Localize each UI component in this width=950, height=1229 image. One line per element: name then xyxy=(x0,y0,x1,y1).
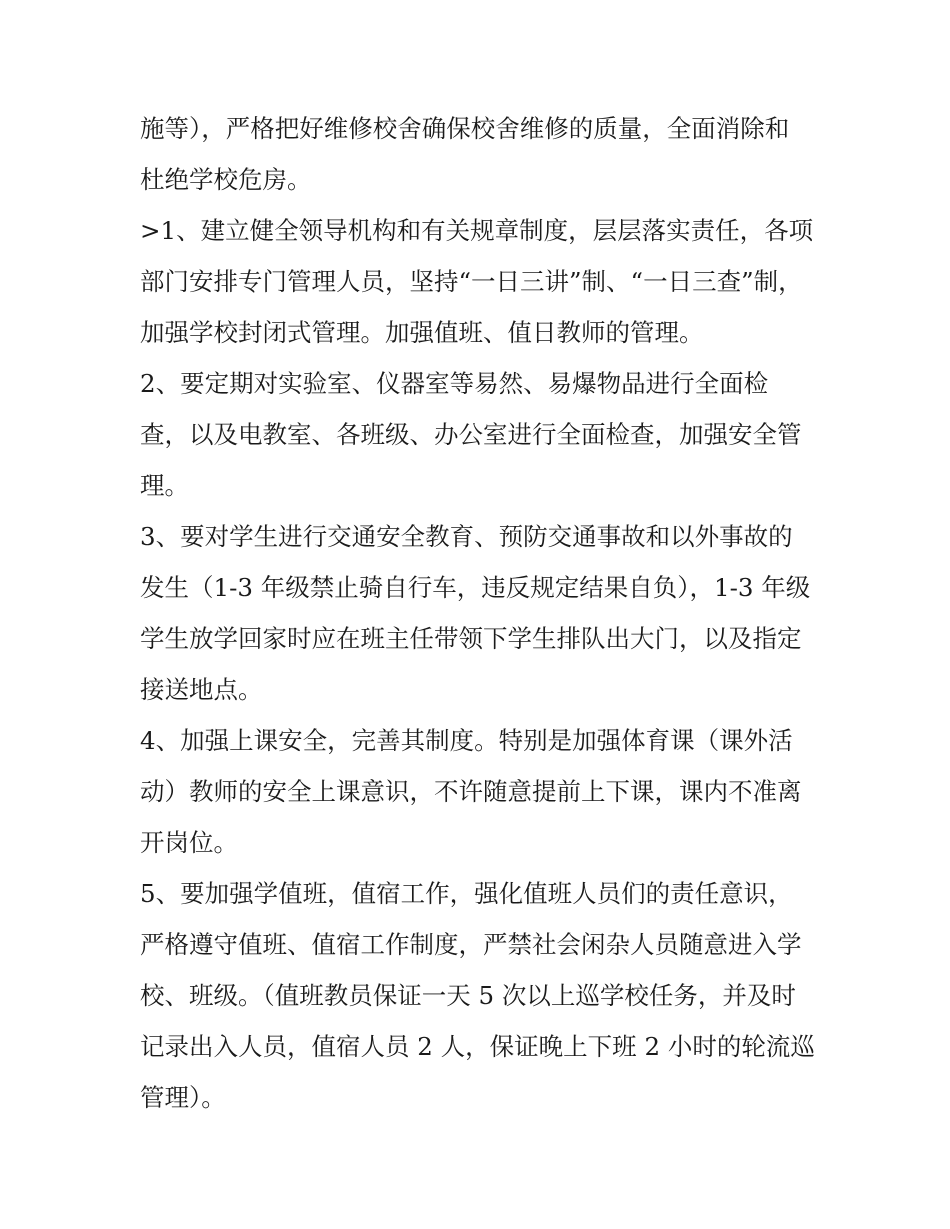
text-line: 杜绝学校危房。 xyxy=(140,165,312,194)
text-line: 发生（1-3 年级禁止骑自行车，违反规定结果自负），1-3 年级 xyxy=(140,573,811,602)
text-line: >1、建立健全领导机构和有关规章制度，层层落实责任，各项 xyxy=(140,216,814,245)
text-line: 加强学校封闭式管理。加强值班、值日教师的管理。 xyxy=(140,318,704,347)
text-line: 开岗位。 xyxy=(140,828,238,857)
text-line: 严格遵守值班、值宿工作制度，严禁社会闲杂人员随意进入学 xyxy=(140,930,802,959)
document-body xyxy=(140,108,820,1128)
text-line: 3、要对学生进行交通安全教育、预防交通事故和以外事故的 xyxy=(140,522,793,551)
text-line: 接送地点。 xyxy=(140,675,263,704)
text-line: 查，以及电教室、各班级、办公室进行全面检查，加强安全管 xyxy=(140,420,802,449)
text-line: 学生放学回家时应在班主任带领下学生排队出大门，以及指定 xyxy=(140,624,802,653)
text-line: 部门安排专门管理人员，坚持“一日三讲”制、“一日三查”制， xyxy=(140,267,803,296)
text-line: 动）教师的安全上课意识，不许随意提前上下课，课内不准离 xyxy=(140,777,802,806)
text-line: 管理）。 xyxy=(140,1083,226,1112)
text-line: 4、加强上课安全，完善其制度。特别是加强体育课（课外活 xyxy=(140,726,793,755)
text-line: 施等），严格把好维修校舍确保校舍维修的质量，全面消除和 xyxy=(140,114,790,143)
text-line: 理。 xyxy=(140,471,189,500)
text-line: 记录出入人员，值宿人员 2 人，保证晚上下班 2 小时的轮流巡 xyxy=(140,1032,815,1061)
text-line: 2、要定期对实验室、仪器室等易然、易爆物品进行全面检 xyxy=(140,369,769,398)
text-line: 5、要加强学值班，值宿工作，强化值班人员们的责任意识， xyxy=(140,879,793,908)
text-line: 校、班级。（值班教员保证一天 5 次以上巡学校任务，并及时 xyxy=(140,981,796,1010)
